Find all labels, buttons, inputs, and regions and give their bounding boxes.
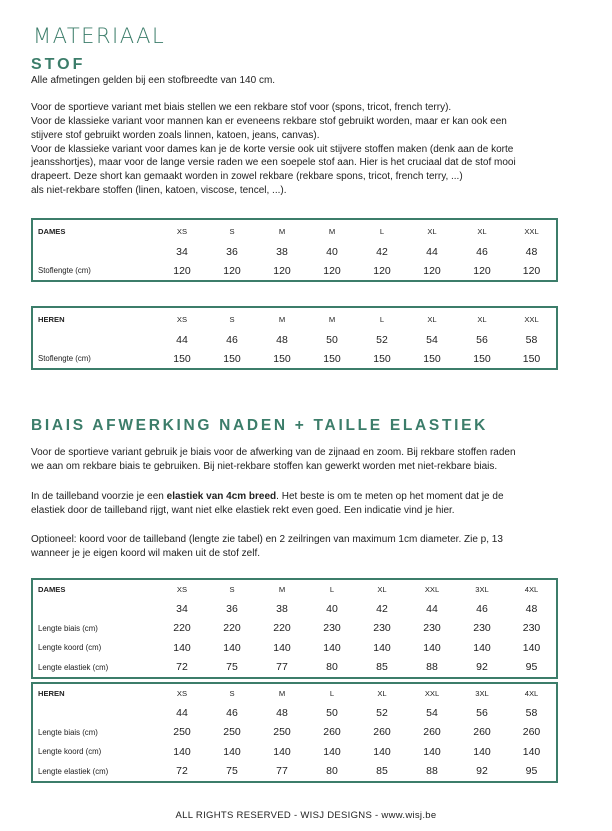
biais-dames-table (31, 578, 558, 679)
size-number: 56 (476, 706, 488, 719)
cell-value: 250 (223, 726, 241, 739)
cell-value: 230 (423, 622, 441, 635)
row-label: Lengte koord (cm) (38, 643, 102, 653)
paragraph-line: Optioneel: koord voor de tailleband (lengte zie tabel) en 2 zeilringen van maximum 1cm diameter. Zie p, 13 (31, 534, 503, 545)
size-label: 3XL (475, 585, 489, 594)
cell-value: 72 (176, 765, 188, 778)
text-run: . Het beste is om te meten op het moment dat je de (276, 491, 504, 502)
paragraph-line (31, 490, 591, 504)
biais-heren-table (31, 682, 558, 783)
size-label: L (379, 314, 385, 324)
elastic-width-emphasis: elastiek van 4cm breed (166, 491, 277, 502)
size-label: XXL (424, 689, 440, 698)
cell-value: 72 (176, 661, 188, 674)
size-number: 46 (226, 333, 238, 346)
size-label: XL (427, 314, 437, 324)
footer-copyright: ALL RIGHTS RESERVED - WISJ DESIGNS - www.wisj.be (175, 810, 437, 821)
cell-value: 150 (273, 352, 291, 365)
paragraph-line: elastiek door de tailleband rijgt, want niet elke elastiek rekt even goed. Een indicatie vind je hier. (31, 504, 455, 516)
size-number: 36 (226, 245, 238, 258)
cell-value: 80 (326, 661, 338, 674)
stof-text-line: drapeert. Deze short kan gemaakt worden in zowel rekbare (rekbare spons, tricot, french terry, ...) (31, 170, 463, 182)
stof-heren-table (31, 306, 558, 370)
size-label: S (229, 314, 235, 324)
cell-value: 260 (373, 726, 391, 739)
cell-value: 95 (525, 765, 538, 778)
size-number: 34 (176, 602, 188, 615)
size-label: XS (176, 226, 188, 236)
cell-value: 140 (473, 641, 491, 654)
paragraph-line: wanneer je je eigen koord wil maken uit de stof zelf. (31, 547, 261, 559)
cell-value: 140 (522, 745, 541, 758)
cell-value: 150 (173, 352, 191, 365)
cell-value: 140 (373, 745, 391, 758)
cell-value: 140 (323, 745, 341, 758)
cell-value: 120 (522, 264, 541, 277)
cell-value: 140 (273, 745, 291, 758)
size-label: M (328, 226, 336, 236)
size-label: XL (377, 585, 387, 594)
size-header-row (32, 683, 557, 703)
size-number: 42 (376, 245, 388, 258)
size-number: 54 (426, 706, 438, 719)
size-number: 44 (176, 333, 188, 346)
row-label: Stoflengte (cm) (38, 266, 91, 275)
cell-value: 220 (223, 622, 241, 635)
page-title: MATERIAAL (33, 24, 166, 48)
cell-value: 95 (525, 661, 538, 674)
table-label: HEREN (38, 689, 65, 698)
size-number-row (32, 330, 557, 349)
biais-paragraph-3 (31, 533, 591, 560)
size-label: M (278, 226, 286, 236)
cell-value: 120 (473, 264, 491, 277)
size-label: S (229, 585, 235, 594)
size-label: M (278, 689, 286, 698)
size-label: S (229, 689, 235, 698)
cell-value: 150 (522, 352, 541, 365)
table-row (32, 762, 557, 783)
size-number: 48 (276, 333, 288, 346)
stof-text-line (31, 88, 591, 102)
cell-value: 260 (473, 726, 491, 739)
size-number: 38 (276, 245, 288, 258)
cell-value: 230 (473, 622, 491, 635)
size-number: 58 (525, 333, 538, 346)
size-number: 52 (376, 706, 388, 719)
size-number: 58 (525, 706, 538, 719)
size-label: 4XL (524, 585, 539, 594)
row-label: Stoflengte (cm) (38, 354, 91, 363)
size-header-row (32, 219, 557, 242)
cell-value: 85 (376, 765, 388, 778)
paragraph-line: we aan om rekbare biais te gebruiken. Bij niet-rekbare stoffen kan gewerkt worden met niet-rekbare biais. (31, 460, 498, 472)
cell-value: 140 (273, 641, 291, 654)
cell-value: 140 (373, 641, 391, 654)
size-label: XL (377, 689, 387, 698)
cell-value: 220 (273, 622, 291, 635)
table-label: DAMES (38, 226, 66, 236)
row-label: Lengte koord (cm) (38, 747, 102, 757)
size-number: 48 (525, 602, 538, 615)
size-number: 42 (376, 602, 388, 615)
size-label: XS (176, 314, 188, 324)
cell-value: 120 (173, 264, 191, 277)
size-label: M (278, 314, 286, 324)
cell-value: 75 (226, 661, 238, 674)
size-number: 40 (326, 245, 338, 258)
cell-value: 85 (376, 661, 388, 674)
size-label: XL (477, 226, 487, 236)
cell-value: 88 (426, 765, 438, 778)
cell-value: 250 (173, 726, 191, 739)
cell-value: 260 (323, 726, 341, 739)
table-row (32, 619, 557, 639)
table-row (32, 723, 557, 743)
cell-value: 120 (373, 264, 391, 277)
cell-value: 140 (423, 641, 441, 654)
cell-value: 120 (223, 264, 241, 277)
size-label: 3XL (475, 689, 489, 698)
stof-text (31, 74, 591, 197)
cell-value: 80 (326, 765, 338, 778)
cell-value: 75 (226, 765, 238, 778)
cell-value: 260 (522, 726, 541, 739)
cell-value: 230 (373, 622, 391, 635)
cell-value: 140 (423, 745, 441, 758)
table-label: DAMES (38, 585, 66, 594)
size-label: XXL (524, 226, 539, 236)
cell-value: 77 (276, 661, 288, 674)
cell-value: 150 (323, 352, 341, 365)
table-row (32, 742, 557, 762)
size-number: 46 (476, 602, 488, 615)
row-label: Lengte elastiek (cm) (38, 766, 109, 776)
stof-text-line: stijvere stof gebruikt worden zoals linnen, katoen, jeans, canvas). (31, 129, 320, 141)
cell-value: 230 (323, 622, 341, 635)
size-label: XXL (424, 585, 440, 594)
paragraph-line: Voor de sportieve variant gebruik je biais voor de afwerking van de zijnaad en zoom. Bij rekbare stoffen raden (31, 447, 516, 458)
size-number: 48 (276, 706, 288, 719)
cell-value: 140 (473, 745, 491, 758)
size-number: 56 (476, 333, 488, 346)
cell-value: 120 (423, 264, 441, 277)
size-label: XL (477, 314, 487, 324)
table-row (32, 638, 557, 658)
size-number-row (32, 703, 557, 723)
row-label: Lengte elastiek (cm) (38, 662, 109, 672)
stof-text-line: Voor de sportieve variant met biais stellen we een rekbare stof voor (spons, tricot, french terry). (31, 102, 452, 114)
cell-value: 92 (476, 661, 488, 674)
size-number: 44 (426, 245, 438, 258)
size-number: 48 (525, 245, 538, 258)
table-label: HEREN (38, 314, 65, 324)
size-header-row (32, 307, 557, 330)
size-number-row (32, 599, 557, 619)
cell-value: 140 (223, 745, 241, 758)
size-number: 50 (326, 333, 338, 346)
row-label: Lengte biais (cm) (38, 727, 98, 737)
size-number: 44 (176, 706, 188, 719)
cell-value: 150 (423, 352, 441, 365)
size-number: 52 (376, 333, 388, 346)
size-label: L (329, 689, 335, 698)
cell-value: 150 (373, 352, 391, 365)
cell-value: 140 (323, 641, 341, 654)
size-number: 44 (426, 602, 438, 615)
stof-dames-table (31, 218, 558, 282)
size-label: M (328, 314, 336, 324)
stof-text-line: Voor de klassieke variant voor dames kan je de korte versie ook uit stijvere stoffen maken (denk aan de korte (31, 143, 514, 155)
stof-text-line: Alle afmetingen gelden bij een stofbreedte van 140 cm. (31, 75, 276, 86)
cell-value: 120 (273, 264, 291, 277)
size-label: XXL (524, 314, 539, 324)
cell-value: 140 (223, 641, 241, 654)
size-number: 34 (176, 245, 188, 258)
size-number: 46 (226, 706, 238, 719)
cell-value: 88 (426, 661, 438, 674)
cell-value: 250 (273, 726, 291, 739)
cell-value: 92 (476, 765, 488, 778)
size-label: XS (176, 585, 188, 594)
size-label: S (229, 226, 235, 236)
size-number: 46 (476, 245, 488, 258)
cell-value: 230 (522, 622, 541, 635)
size-number: 38 (276, 602, 288, 615)
cell-value: 77 (276, 765, 288, 778)
cell-value: 140 (522, 641, 541, 654)
biais-heading: BIAIS AFWERKING NADEN + TAILLE ELASTIEK (31, 417, 489, 434)
size-number: 54 (426, 333, 438, 346)
stof-heading: STOF (31, 56, 86, 73)
size-label: XL (427, 226, 437, 236)
stof-text-line: Voor de klassieke variant voor mannen kan er eveneens rekbare stof gebruikt worden, maar er kan ook een (31, 116, 507, 128)
size-label: M (278, 585, 286, 594)
stof-text-line: als niet-rekbare stoffen (linen, katoen, viscose, tencel, ...). (31, 184, 287, 196)
stof-text-line: jeansshortjes), maar voor de lange versie raden we een soepele stof aan. Hier is het cruciaal dat de stof mooi (31, 157, 516, 169)
size-label: L (329, 585, 335, 594)
cell-value: 150 (473, 352, 491, 365)
cell-value: 140 (173, 641, 191, 654)
cell-value: 220 (173, 622, 191, 635)
cell-value: 120 (323, 264, 341, 277)
cell-value: 140 (173, 745, 191, 758)
size-number: 36 (226, 602, 238, 615)
size-label: L (379, 226, 385, 236)
table-row (32, 261, 557, 281)
table-row (32, 658, 557, 679)
cell-value: 260 (423, 726, 441, 739)
row-label: Lengte biais (cm) (38, 623, 98, 633)
size-header-row (32, 579, 557, 599)
size-label: XS (176, 689, 188, 698)
table-row (32, 349, 557, 369)
size-number-row (32, 242, 557, 261)
biais-paragraph-1 (31, 446, 591, 473)
size-label: 4XL (524, 689, 539, 698)
cell-value: 150 (223, 352, 241, 365)
size-number: 40 (326, 602, 338, 615)
size-number: 50 (326, 706, 338, 719)
biais-paragraph-2 (31, 490, 591, 517)
text-run: In de tailleband voorzie je een (31, 491, 167, 502)
